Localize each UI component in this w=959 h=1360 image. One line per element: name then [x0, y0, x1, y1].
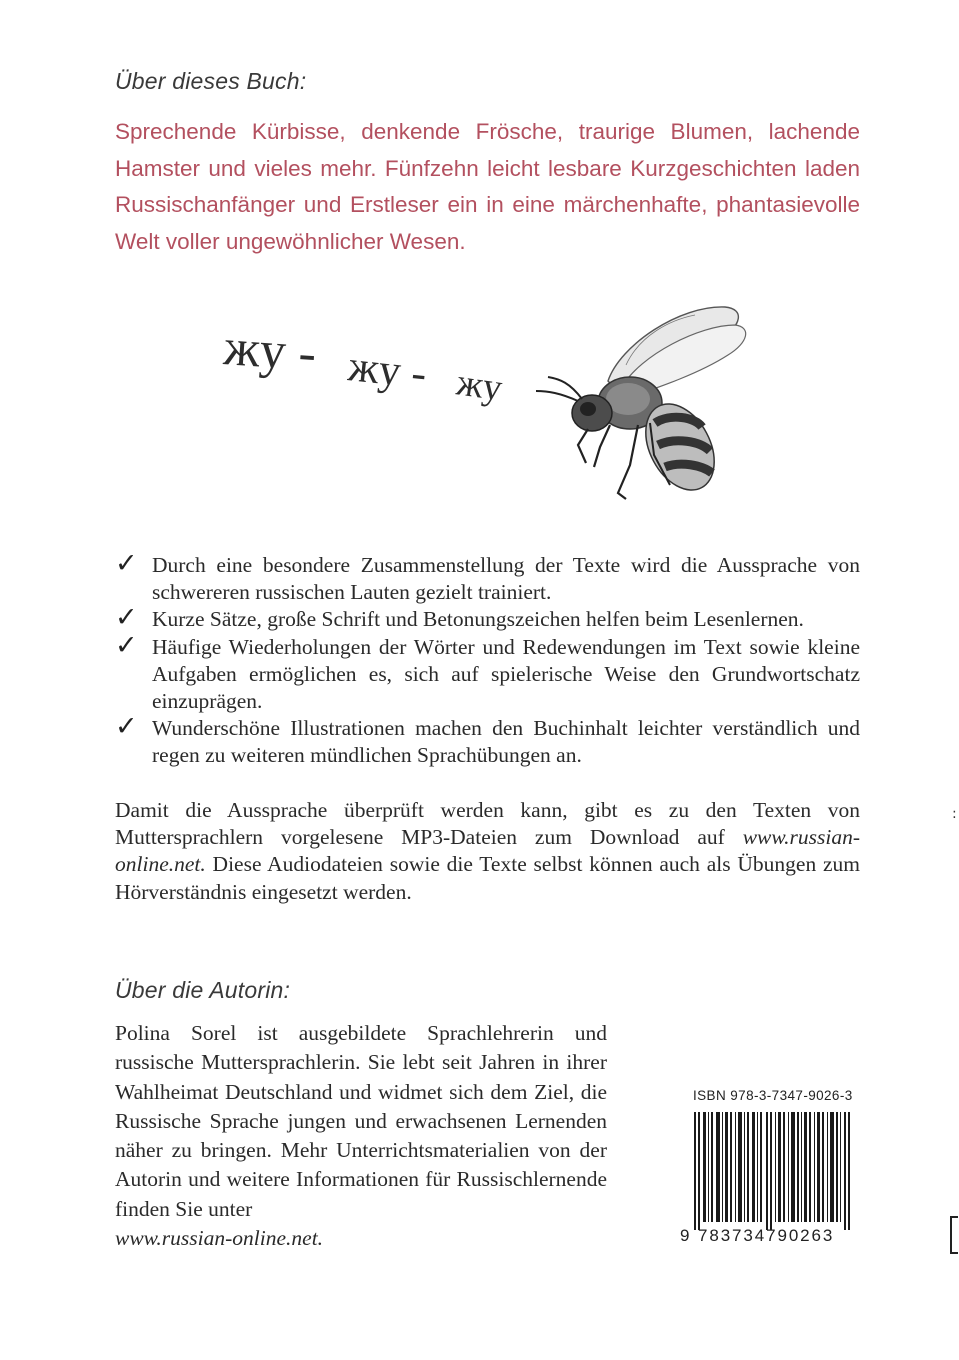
feature-item	[115, 548, 860, 606]
feature-item	[115, 602, 860, 634]
book-intro-text: Sprechende Kürbisse, denkende Frösche, traurige Blumen, lachende Hamster und vieles mehr. Fünfzehn leicht lesbare Kurzgeschichten laden Russischanfänger und Erstleser ein in eine märchenhafte, phantasievolle Welt voller ungewöhnlicher Wesen.	[115, 119, 860, 254]
crop-mark	[950, 1216, 958, 1254]
audio-text-end: Diese Audiodateien sowie die Texte selbst können auch als Übungen zum Hörverständnis eingesetzt werden.	[115, 852, 860, 904]
feature-text: Durch eine besondere Zusammenstellung der Texte wird die Aussprache von schwereren russischen Lauten gezielt trainiert.	[152, 553, 860, 605]
isbn-label: ISBN 978-3-7347-9026-3	[693, 1088, 853, 1103]
checkmark-icon: ✓	[115, 602, 138, 634]
feature-text: Wunderschöne Illustrationen machen den Buchinhalt leichter verständlich und regen zu weiteren mündlichen Sprachübungen an.	[152, 716, 860, 768]
bee-sound-1: жу -	[222, 319, 319, 383]
ean-first-digit: 9	[680, 1226, 692, 1245]
bee-sound-2: жу -	[346, 341, 429, 399]
about-author-heading: Über die Autorin:	[115, 977, 291, 1003]
feature-text: Häufige Wiederholungen der Wörter und Redewendungen im Text sowie kleine Aufgaben ermöglichen es, sich auf spielerische Weise den Grundwortschatz einzuprägen.	[152, 634, 860, 714]
audio-text-start: Damit die Aussprache überprüft werden kann, gibt es zu den Texten von Muttersprachlern vorgelesene MP3-Dateien zum Download auf	[115, 798, 860, 850]
feature-item	[115, 629, 860, 716]
feature-item	[115, 711, 860, 769]
bee-illustration	[530, 295, 755, 510]
checkmark-icon: ✓	[115, 629, 138, 661]
website-link[interactable]: www.russian-online.net.	[115, 825, 860, 877]
ean-digits: 783734790263	[697, 1226, 835, 1245]
feature-list	[115, 548, 860, 770]
author-bio-text: Polina Sorel ist ausgebildete Sprachlehrerin und russische Muttersprachlerin. Sie lebt seit Jahren in ihrer Wahlheimat Deutschland und widmet sich dem Ziel, die Russische Sprache jungen und erwachsenen Lernenden näher zu bringen. Mehr Unterrichtsmaterialien von der Autorin und weitere Informationen für Russischlernende finden Sie unter	[115, 1021, 607, 1221]
ean-number	[680, 1226, 860, 1246]
feature-text: Kurze Sätze, große Schrift und Betonungszeichen helfen beim Lesenlernen.	[152, 607, 804, 632]
edge-dots: :	[952, 806, 957, 822]
checkmark-icon: ✓	[115, 711, 138, 743]
audio-paragraph	[115, 797, 860, 906]
checkmark-icon: ✓	[115, 548, 138, 579]
barcode-image	[680, 1112, 862, 1230]
about-book-heading: Über dieses Buch:	[115, 68, 307, 94]
author-bio	[115, 1019, 607, 1253]
author-website-link[interactable]: www.russian-online.net.	[115, 1226, 324, 1251]
bee-sound-3: жу	[454, 361, 505, 410]
